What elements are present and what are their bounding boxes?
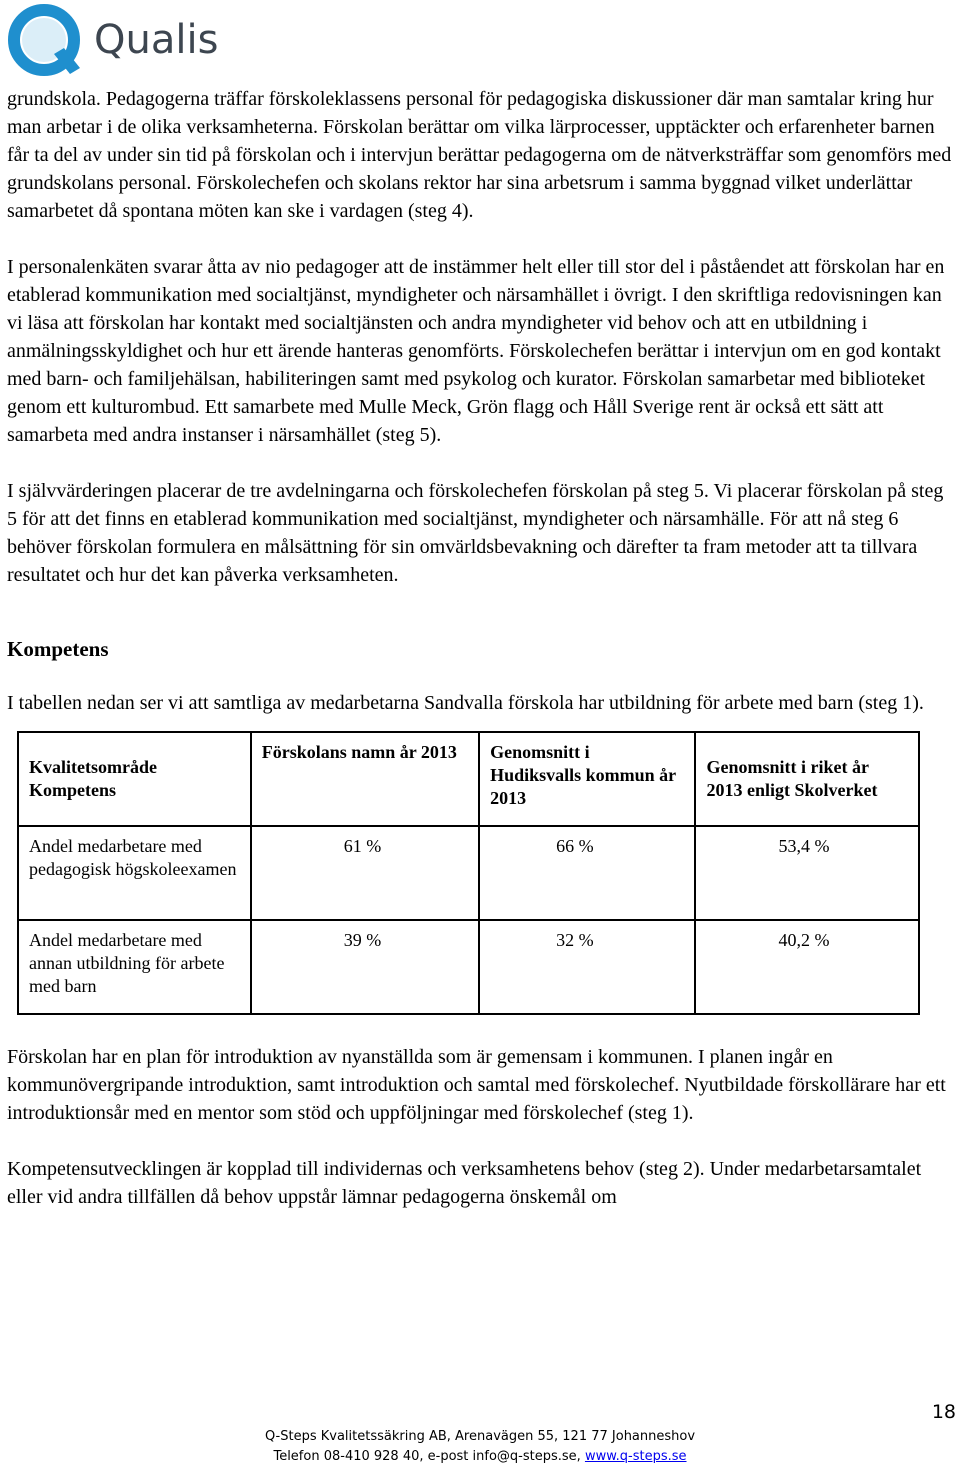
table-cell-value: 32 % <box>556 930 594 950</box>
table-header-row <box>18 732 919 826</box>
paragraph-table-intro: I tabellen nedan ser vi att samtliga av medarbetarna Sandvalla förskola har utbildning för arbete med barn (steg 1). <box>7 692 924 714</box>
paragraph-introduction-plan: Förskolan har en plan för introduktion av nyanställda som är gemensam i kommunen. I planen ingår en kommunövergripande introduktion, samt introduktion och samtal med förskolechef. Nyutbildade förskollärare har ett introduktionsår med en mentor som stöd och uppföljningar med förskolechef (steg 1). <box>7 1046 946 1124</box>
table-cell <box>479 826 695 920</box>
footer-address: Q-Steps Kvalitetssäkring AB, Arenavägen 55, 121 77 Johanneshov <box>264 1429 696 1444</box>
table-header-cell: Förskolans namn år 2013 <box>251 732 479 826</box>
qualis-logo <box>6 4 218 80</box>
paragraph-competence-development: Kompetensutvecklingen är kopplad till individernas och verksamhetens behov (steg 2). Under medarbetarsamtalet eller vid andra tillfällen då behov uppstår lämnar pedagogerna önskemål om <box>7 1158 922 1208</box>
table-cell-value: 40,2 % <box>778 930 830 950</box>
footer-contact <box>0 1447 960 1466</box>
page-number: 18 <box>931 1401 956 1423</box>
document-body <box>7 85 957 1239</box>
table-cell <box>479 920 695 1014</box>
footer-contact-text: Telefon 08-410 928 40, e-post info@q-steps.se, <box>273 1449 585 1464</box>
table-cell <box>251 920 479 1014</box>
table-row <box>18 826 919 920</box>
table-row <box>18 920 919 1014</box>
table-cell <box>251 826 479 920</box>
table-cell-value: 61 % <box>343 836 382 856</box>
competence-table <box>17 731 920 1015</box>
table-row-label: Andel medarbetare med annan utbildning för arbete med barn <box>18 920 251 1014</box>
table-header-cell: Genomsnitt i riket år 2013 enligt Skolverket <box>695 732 919 826</box>
table-header-cell: Genomsnitt i Hudiksvalls kommun år 2013 <box>479 732 695 826</box>
table-cell-value: 53,4 % <box>778 836 830 856</box>
paragraph-self-assessment: I självvärderingen placerar de tre avdelningarna och förskolechefen förskolan på steg 5. Vi placerar förskolan på steg 5 för att det finns en etablerad kommunikation med socialtjänst, myndigheter och närsamhälle. För att nå steg 6 behöver förskolan formulera en målsättning för sin omvärldsbevakning och därefter ta fram metoder att ta tillvara resultatet och hur det kan påverka verksamheten. <box>7 480 944 586</box>
table-cell-value: 66 % <box>556 836 594 856</box>
paragraph-collaboration: grundskola. Pedagogerna träffar förskoleklassens personal för pedagogiska diskussioner där man samtalar kring hur man arbetar i de olika verksamheterna. Förskolan berättar om vilka lärprocesser, upptäckter och erfarenheter barnen får ta del av under sin tid på förskolan och i intervjun berättar pedagogerna om de nätverksträffar som genomförs med grundskolans personal. Förskolechefen och skolans rektor har sina arbetsrum i samma byggnad vilket underlättar samarbetet då spontana möten kan ske i vardagen (steg 4). <box>7 88 952 222</box>
table-row-label: Andel medarbetare med pedagogisk högskoleexamen <box>18 826 251 920</box>
table-cell <box>695 920 919 1014</box>
table-cell <box>695 826 919 920</box>
paragraph-communication: I personalenkäten svarar åtta av nio pedagoger att de instämmer helt eller till stor del i påståendet att förskolan har en etablerad kommunikation med socialtjänst, myndigheter och närsamhället i övrigt. I den skriftliga redovisningen kan vi läsa att förskolan har kontakt med socialtjänsten och andra myndigheter vid behov och att en utbildning i anmälningsskyldighet och hur ett ärende hanteras genomförts. Förskolechefen berättar i intervjun om en god kontakt med barn- och familjehälsan, habiliteringen samt med psykolog och kurator. Förskolan samarbetar med biblioteket genom ett kulturombud. Ett samarbete med Mulle Meck, Grön flagg och Håll Sverige rent är också ett sätt att samarbeta med andra instanser i närsamhället (steg 5). <box>7 256 945 446</box>
qualis-q-icon <box>6 4 86 80</box>
table-header-cell: Kvalitetsområde Kompetens <box>18 732 251 826</box>
section-heading-kompetens: Kompetens <box>7 637 109 661</box>
table-cell-value: 39 % <box>343 930 382 950</box>
logo-text: Qualis <box>94 17 219 63</box>
footer-website-link[interactable]: www.q-steps.se <box>584 1449 687 1464</box>
